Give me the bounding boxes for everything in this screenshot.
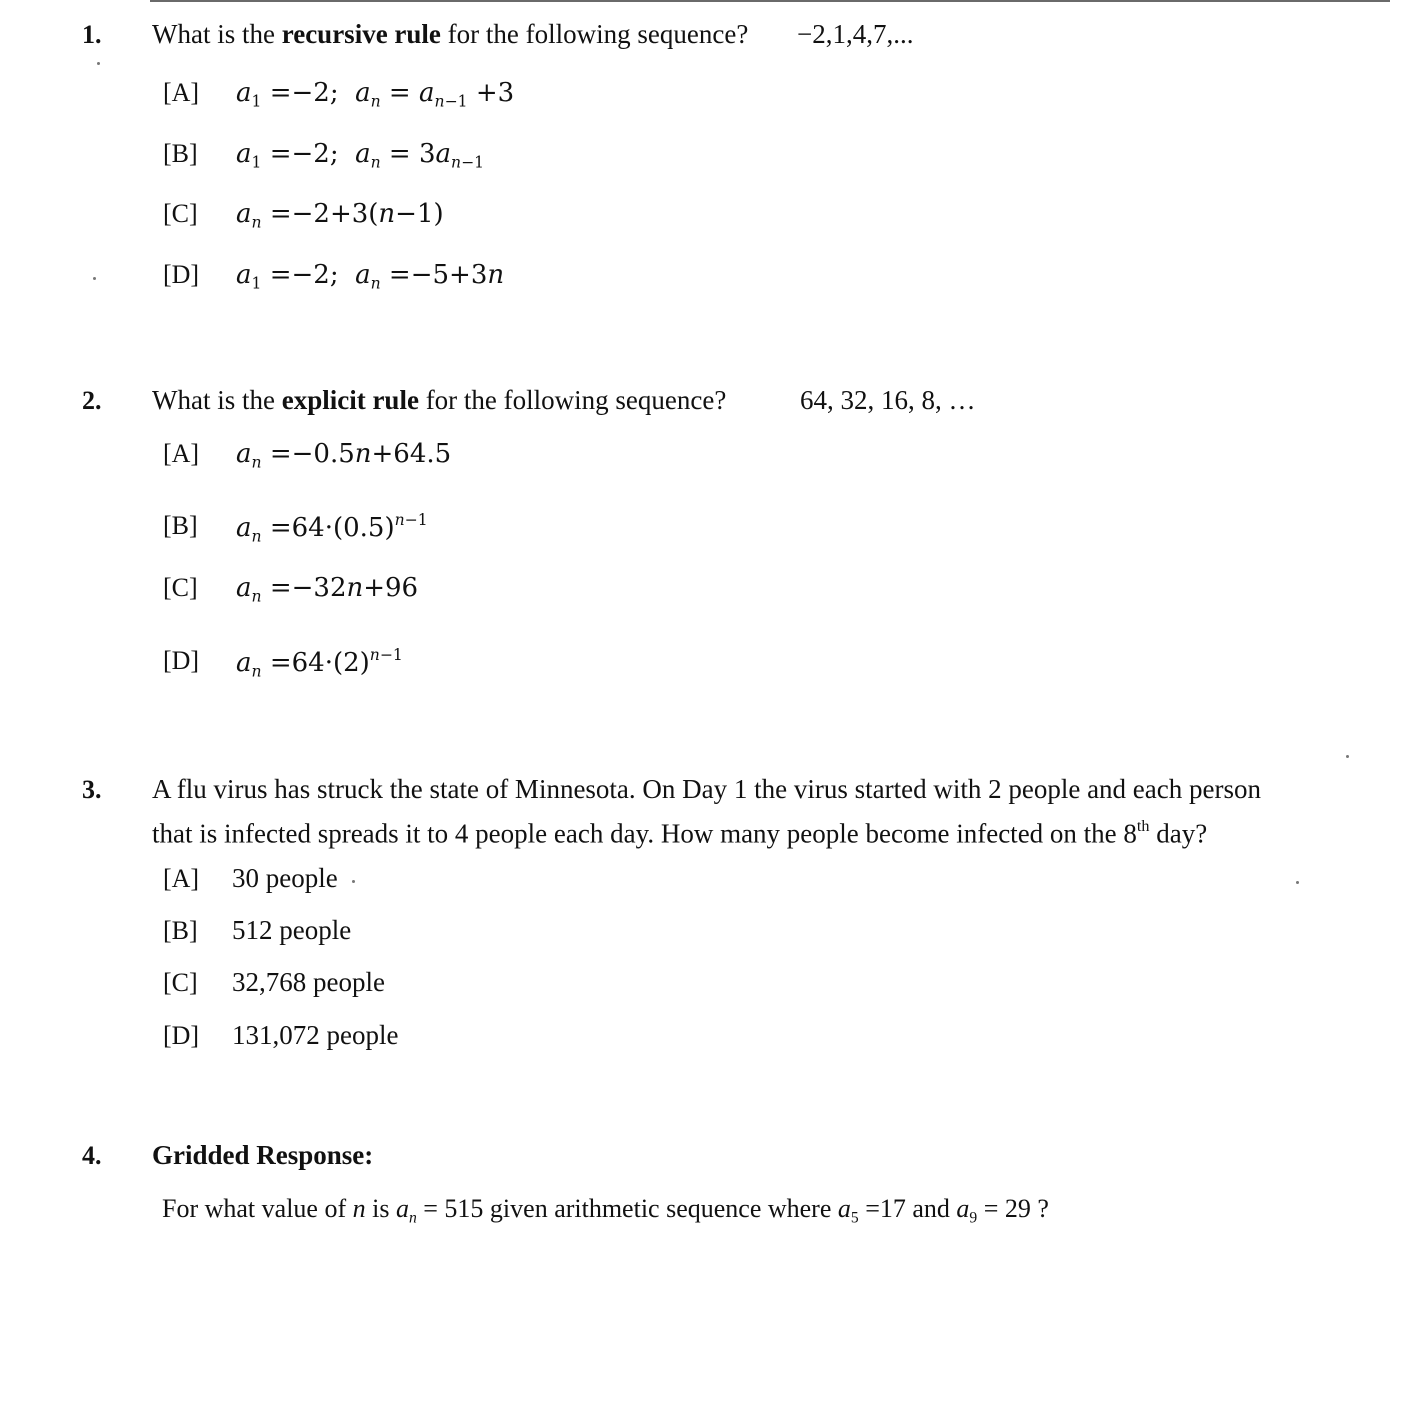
scan-speck	[352, 880, 355, 883]
question-3-option-c: 32,768 people	[232, 967, 385, 997]
question-1-text: What is the recursive rule for the following sequence?	[152, 19, 749, 49]
question-2-sequence: 64, 32, 16, 8, …	[800, 385, 976, 415]
question-3-option-d: 131,072 people	[232, 1020, 399, 1050]
question-4-prompt: For what value of n is $a_n = 515$ given arithmetic sequence where $a_5 =17$ and $a_9 = 29$ ?	[162, 1194, 1049, 1227]
question-3-option-c-label: [C]	[163, 968, 198, 997]
question-3-number: 3.	[82, 775, 102, 804]
question-2-text: What is the explicit rule for the following sequence?	[152, 385, 727, 415]
question-2-option-d: $a_n =64\cdot(2)^{n-1}$	[236, 646, 403, 681]
question-2-option-a-label: [A]	[163, 439, 200, 468]
question-3-line-1: A flu virus has struck the state of Minnesota. On Day 1 the virus started with 2 people and each person	[152, 774, 1261, 804]
question-1-option-b: $a_1 =-2$; $a_n = 3a_{n-1}$	[236, 139, 485, 172]
question-3-text	[152, 771, 1261, 852]
question-3-option-b-label: [B]	[163, 916, 198, 945]
question-3-line-2: that is infected spreads it to 4 people each day. How many people become infected on the 8th day?	[152, 817, 1208, 849]
question-1-option-d-label: [D]	[163, 260, 200, 289]
question-2-option-d-label: [D]	[163, 646, 200, 675]
question-1-option-d: $a_1 =-2$; $a_n =-5+3n$	[236, 260, 505, 293]
question-1-option-c-label: [C]	[163, 199, 198, 228]
question-1-sequence: −2,1,4,7,...	[797, 19, 914, 49]
scan-speck	[97, 62, 100, 65]
question-3-option-a: 30 people	[232, 863, 338, 893]
question-1-number: 1.	[82, 20, 102, 49]
question-3-option-d-label: [D]	[163, 1021, 200, 1050]
scan-speck	[93, 277, 96, 280]
question-2-option-c: $a_n =-32n+96$	[236, 573, 419, 606]
question-2-option-b-label: [B]	[163, 511, 198, 540]
top-rule	[150, 0, 1390, 2]
question-1-option-a-label: [A]	[163, 78, 200, 107]
scan-speck	[1296, 881, 1299, 884]
question-4-number: 4.	[82, 1141, 102, 1170]
question-4-heading: Gridded Response:	[152, 1140, 374, 1170]
question-2-option-c-label: [C]	[163, 573, 198, 602]
question-3-option-b: 512 people	[232, 915, 352, 945]
question-2-option-b: $a_n =64\cdot(0.5)^{n-1}$	[236, 511, 428, 546]
question-2-number: 2.	[82, 386, 102, 415]
question-1-option-a: $a_1 =-2$; $a_n = a_{n-1} +3$	[236, 78, 515, 111]
scan-speck	[1346, 755, 1349, 758]
question-1-option-c: $a_n =-2+3(n-1)$	[236, 199, 444, 232]
question-2-option-a: $a_n =-0.5n+64.5$	[236, 439, 452, 472]
question-3-option-a-label: [A]	[163, 864, 200, 893]
question-1-option-b-label: [B]	[163, 139, 198, 168]
